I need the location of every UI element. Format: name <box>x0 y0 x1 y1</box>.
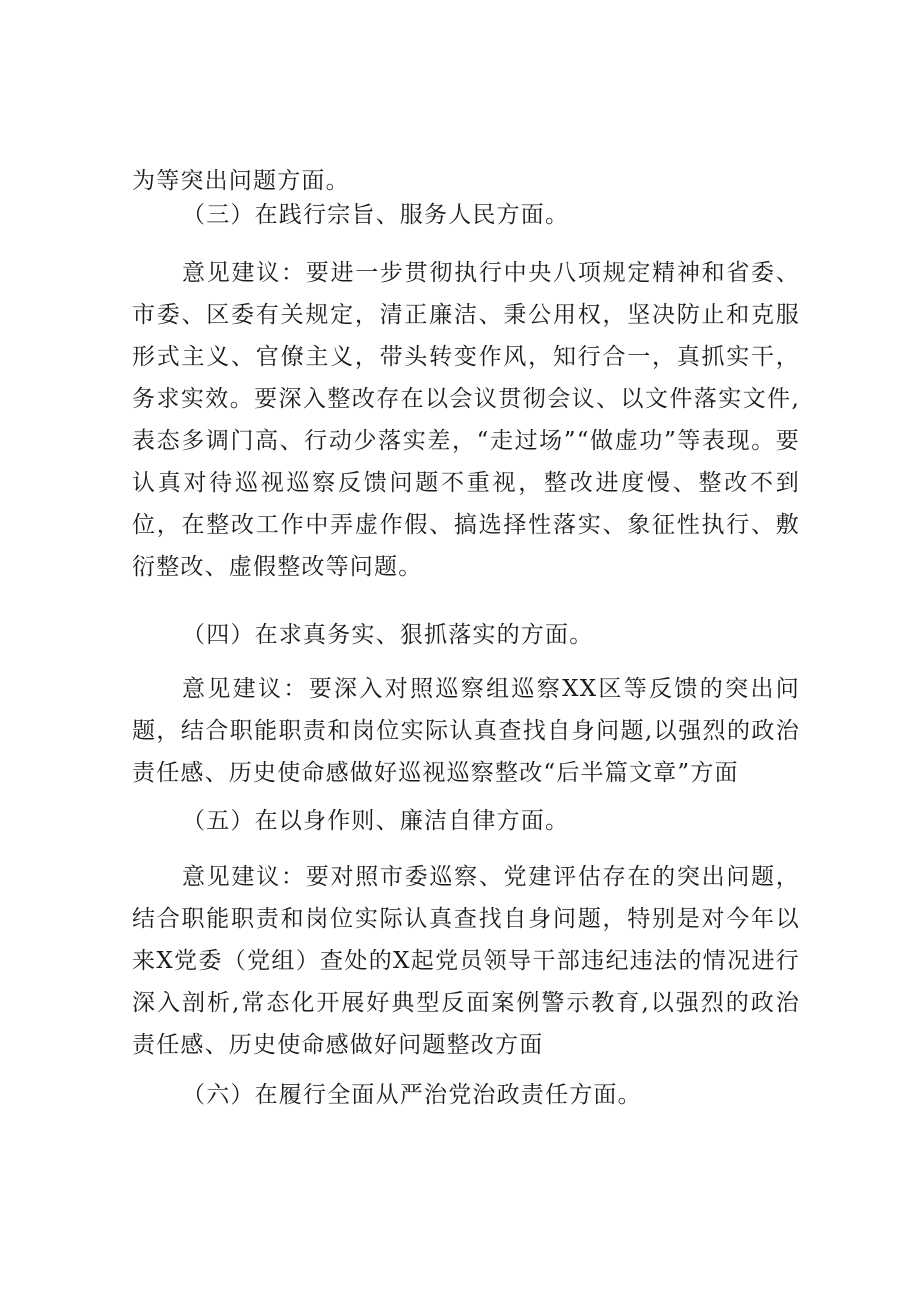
section-heading-5: （五）在以身作则、廉洁自律方面。 <box>182 808 570 834</box>
section-heading-4: （四）在求真务实、狠抓落实的方面。 <box>182 622 594 648</box>
continuation-paragraph: 为等突出问题方面。 <box>132 168 350 194</box>
suggestion-paragraph-3: 意见建议：要进一步贯彻执行中央八项规定精神和省委、市委、区委有关规定，清正廉洁、秉公用权，坚决防止和克服形式主义、官僚主义，带头转变作风，知行合一，真抓实干，务求实效。要深入整改存在以会议贯彻会议、以文件落实文件,表态多调门高、行动少落实差，“走过场”“做虚功”等表现。要认真对待巡视巡察反馈问题不重视，整改进度慢、整改不到位，在整改工作中弄虚作假、搞选择性落实、象征性执行、敷衍整改、虚假整改等问题。 <box>132 260 800 580</box>
section-heading-3: （三）在践行宗旨、服务人民方面。 <box>182 202 570 228</box>
suggestion-paragraph-5: 意见建议：要对照市委巡察、党建评估存在的突出问题，结合职能职责和岗位实际认真查找自身问题，特别是对今年以来X党委（党组）查处的X起党员领导干部违纪违法的情况进行深入剖析,常态化开展好典型反面案例警示教育,以强烈的政治责任感、历史使命感做好问题整改方面 <box>132 864 800 1058</box>
suggestion-paragraph-4: 意见建议：要深入对照巡察组巡察XX区等反馈的突出问题，结合职能职责和岗位实际认真查找自身问题,以强烈的政治责任感、历史使命感做好巡视巡察整改“后半篇文章”方面 <box>132 676 800 786</box>
section-heading-6: （六）在履行全面从严治党治政责任方面。 <box>182 1082 642 1108</box>
